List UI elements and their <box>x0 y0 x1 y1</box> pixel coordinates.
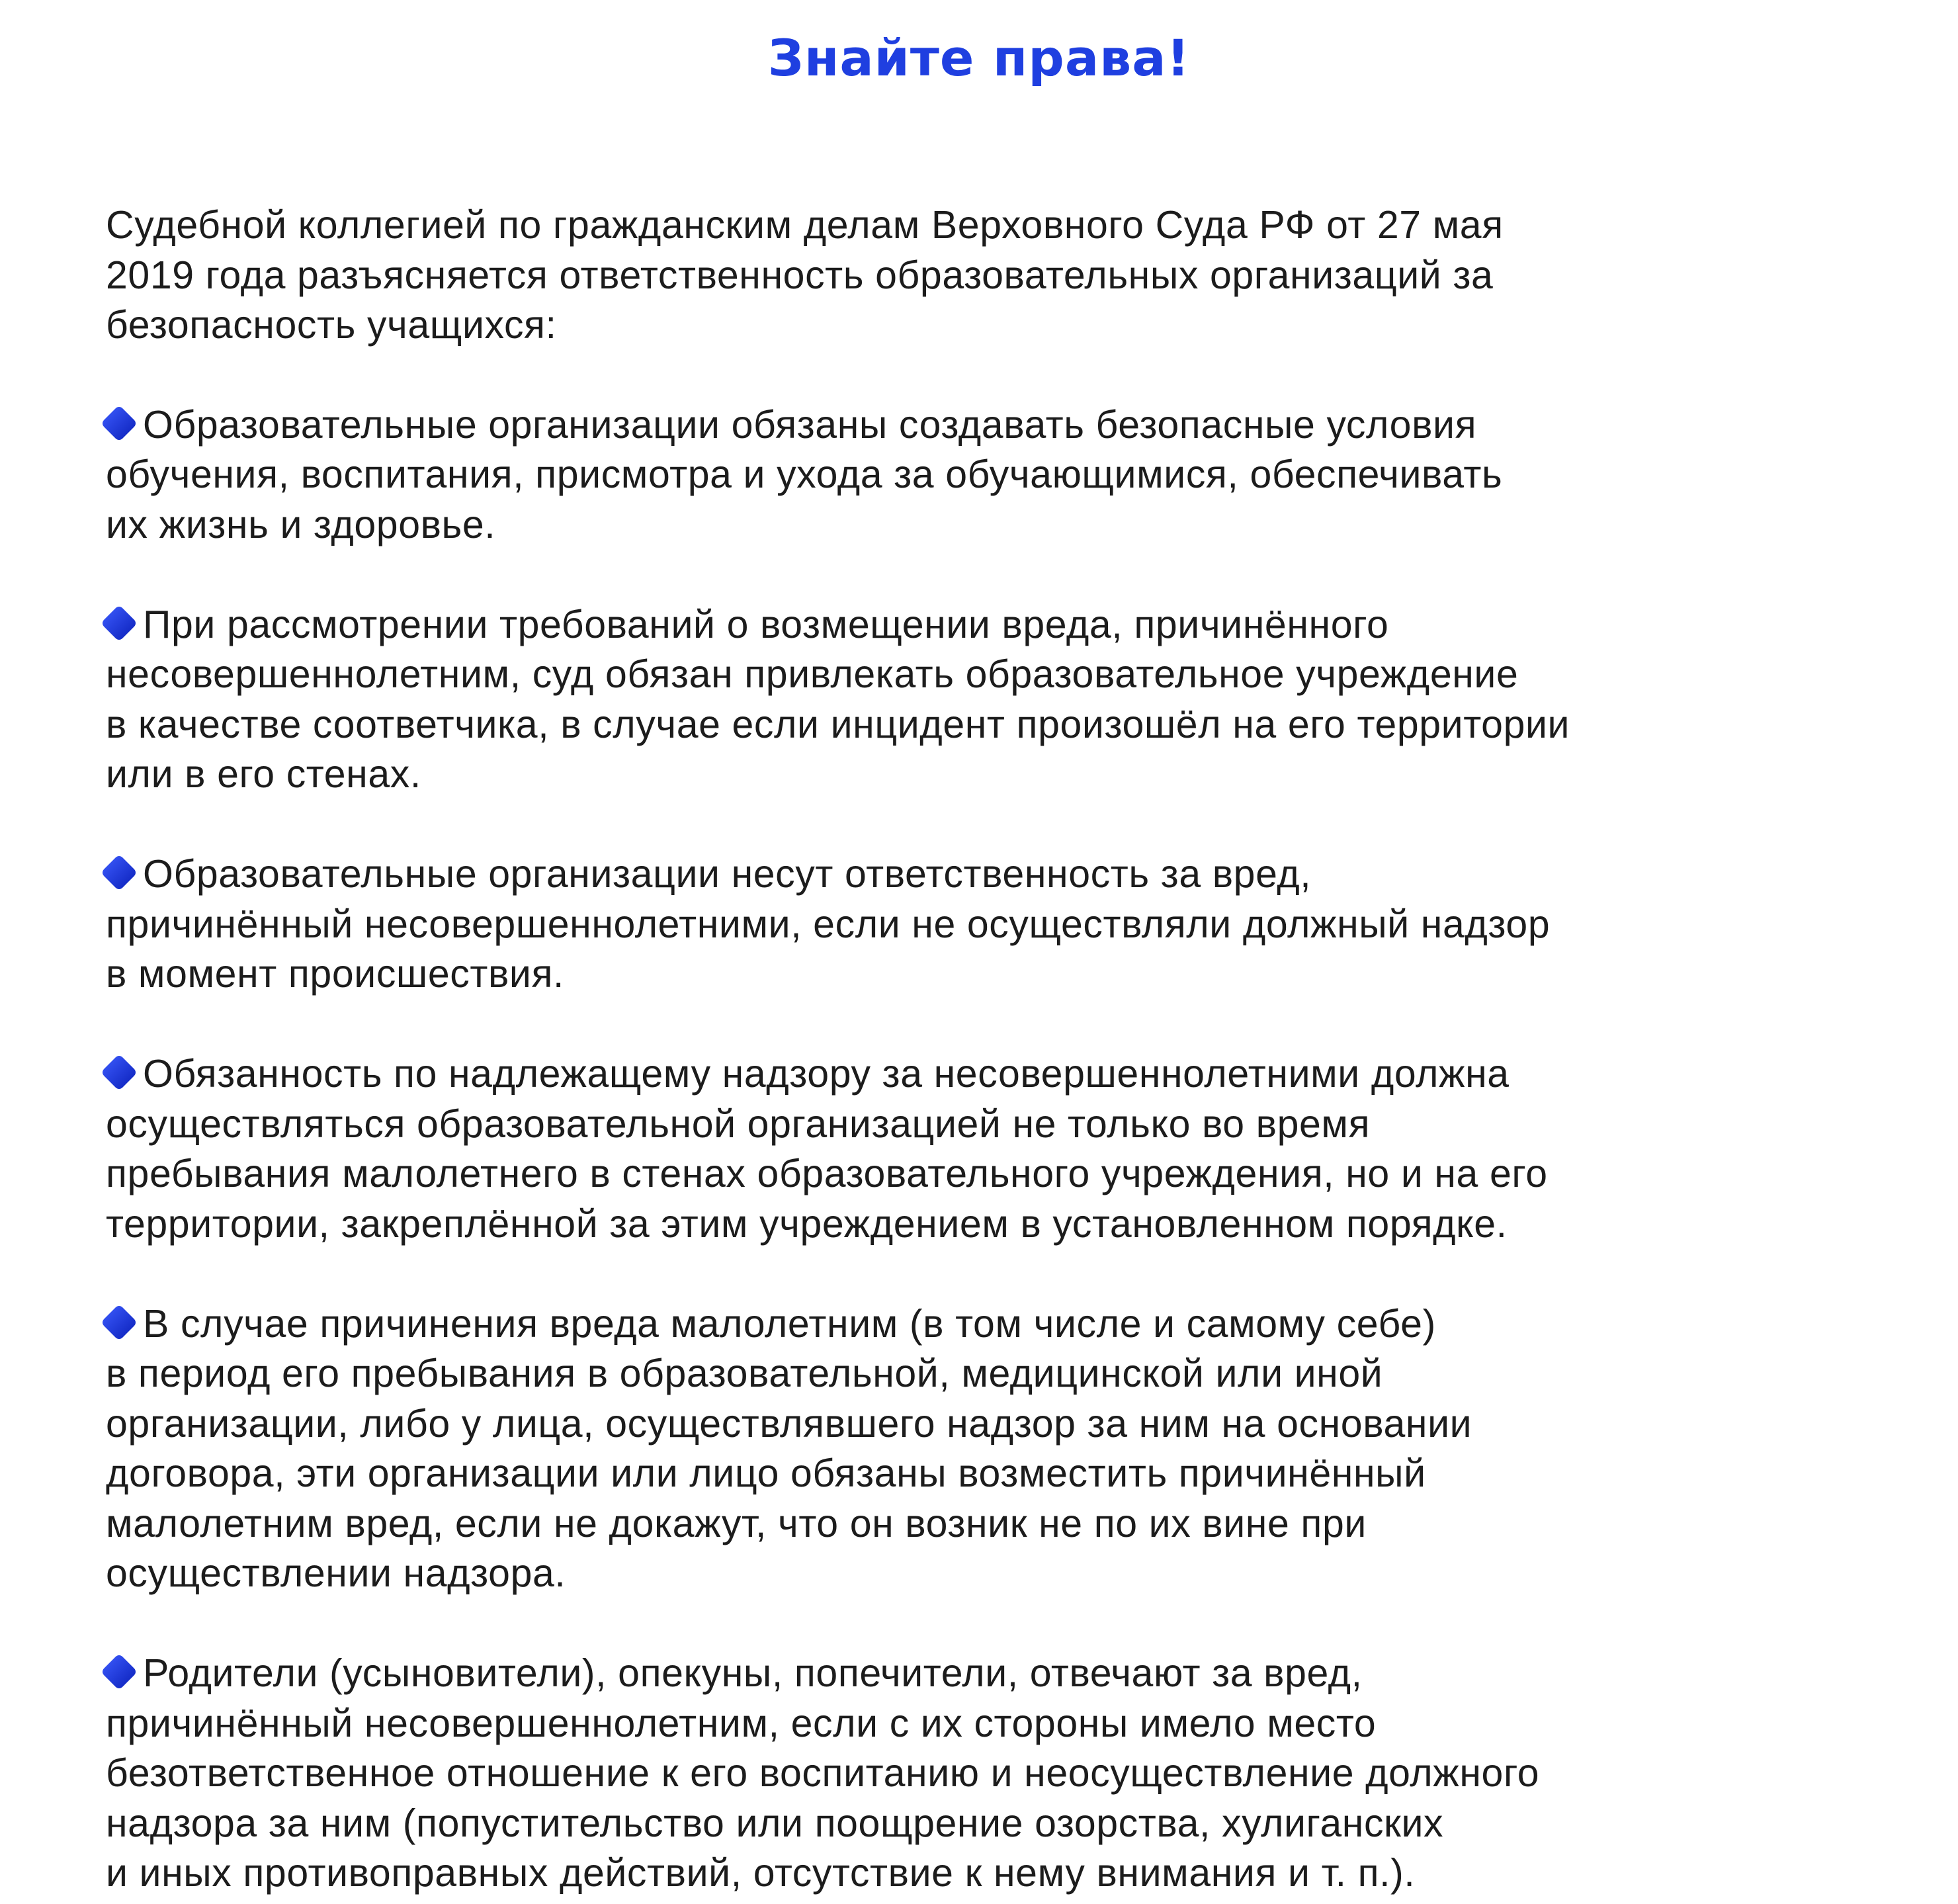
list-item-text: При рассмотрении требований о возмещении вреда, причинённого несовершеннолетним, суд обязан привлекать образовательное учреждение в качестве соответчика, в случае если инцидент произошёл на его территории или в его стенах. <box>106 602 1570 796</box>
list-item <box>106 1649 1839 1899</box>
list-item-text: Образовательные организации несут ответственность за вред, причинённый несовершеннолетними, если не осуществляли должный надзор в момент происшествия. <box>106 852 1551 996</box>
document-body <box>106 200 1839 1899</box>
list-item <box>106 600 1839 800</box>
intro-paragraph: Судебной коллегией по гражданским делам Верховного Суда РФ от 27 мая 2019 года разъясняется ответственность образовательных организаций за безопасность учащихся: <box>106 203 1504 347</box>
blue-diamond-icon <box>101 1054 138 1091</box>
blue-diamond-icon <box>101 1304 138 1341</box>
list-item <box>106 1299 1839 1599</box>
list-item <box>106 1049 1839 1249</box>
list-item-text: Образовательные организации обязаны создавать безопасные условия обучения, воспитания, присмотра и ухода за обучающимися, обеспечивать их жизнь и здоровье. <box>106 402 1503 546</box>
list-item <box>106 400 1839 550</box>
list-item-text: В случае причинения вреда малолетним (в том числе и самому себе) в период его пребывания в образовательной, медицинской или иной организации, либо у лица, осуществлявшего надзор за ним на основании договора, эти организации или лицо обязаны возместить причинённый малолетним вред, если не докажут, что он возник не по их вине при осуществлении надзора. <box>106 1301 1472 1595</box>
blue-diamond-icon <box>101 1653 138 1690</box>
page-title: Знайте права! <box>767 28 1191 87</box>
list-item <box>106 849 1839 1000</box>
list-item-text: Обязанность по надлежащему надзору за несовершеннолетними должна осуществляться образовательной организацией не только во время пребывания малолетнего в стенах образовательного учреждения, но и на его территории, закреплённой за этим учреждением в установленном порядке. <box>106 1052 1548 1246</box>
blue-diamond-icon <box>101 854 138 891</box>
list-item-text: Родители (усыновители), опекуны, попечители, отвечают за вред, причинённый несовершеннолетним, если с их стороны имело место безответственное отношение к его воспитанию и неосуществление должного надзора за ним (попустительство или поощрение озорства, хулиганских и иных противоправных действий, отсутствие к нему внимания и т. п.). <box>106 1651 1540 1895</box>
blue-diamond-icon <box>101 605 138 642</box>
blue-diamond-icon <box>101 405 138 442</box>
